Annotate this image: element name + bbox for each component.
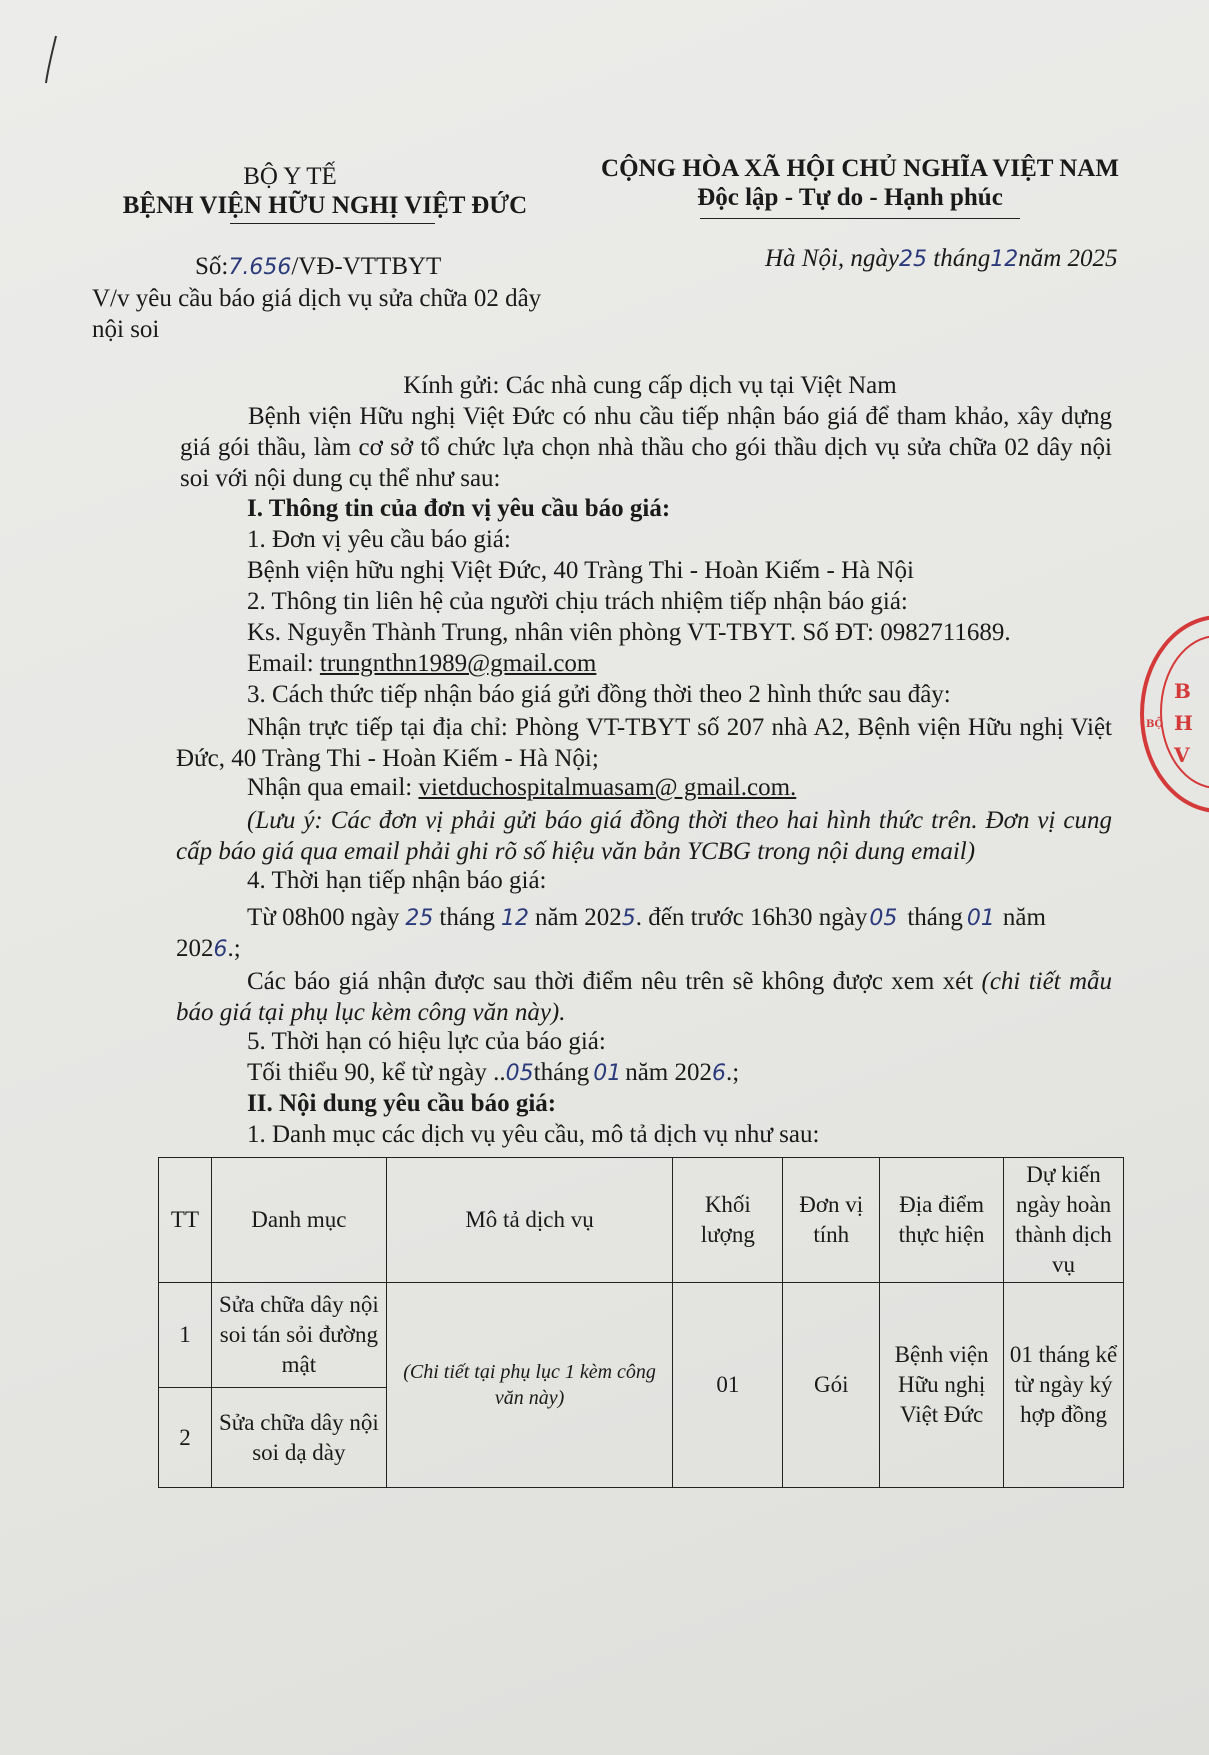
motto: Độc lập - Tự do - Hạnh phúc [697,184,1003,211]
table-row [159,1283,1124,1388]
deadline-year-2: 6 [213,937,228,962]
row-2-item: Sửa chữa dây nội soi dạ dày [211,1388,386,1488]
date-month: 12 [990,247,1019,272]
validity-line [247,1059,739,1087]
s1-item-5: 5. Thời hạn có hiệu lực của báo giá: [247,1028,606,1055]
issue-date [765,245,1118,273]
section-1-title: I. Thông tin của đơn vị yêu cầu báo giá: [247,495,671,522]
deadline-end: .; [227,935,241,962]
deadline-day-1: 25 [405,906,434,931]
deadline-line [247,904,1046,932]
late-notice-text: Các báo giá nhận được sau thời điểm nêu trên sẽ không được xem xét [247,968,974,995]
country-name: CỘNG HÒA XÃ HỘI CHỦ NGHĨA VIỆT NAM [601,155,1119,182]
subject-line-1: V/v yêu cầu báo giá dịch vụ sửa chữa 02 dây [92,285,542,312]
subject-line-2: nội soi [92,316,160,343]
deadline-until-label: . đến trước 16h30 ngày [635,904,868,931]
validity-month: 01 [593,1061,622,1086]
deadline-day-2: 05 [869,906,898,931]
s1-item-2-value: Ks. Nguyễn Thành Trung, nhân viên phòng VT-TBYT. Số ĐT: 0982711689. [247,619,1011,646]
header-location: Địa điểm thực hiện [880,1158,1004,1283]
deadline-month-2: 01 [966,906,995,931]
late-notice [176,966,1112,1028]
doc-number [195,253,441,281]
doc-number-prefix: Số: [195,253,229,280]
validity-year-prefix: năm 202 [625,1059,712,1086]
ministry-name: BỘ Y TẾ [243,163,337,190]
hospital-underline [230,223,435,224]
email-line [247,650,596,678]
date-prefix: Hà Nội, ngày [765,245,900,272]
pen-mark-icon [38,28,78,88]
s1-item-3-email [247,774,796,802]
s2-item-1: 1. Danh mục các dịch vụ yêu cầu, mô tả dịch vụ như sau: [247,1121,820,1148]
deadline-year-1: 5 [621,906,636,931]
s1-item-1: 1. Đơn vị yêu cầu báo giá: [247,526,511,553]
table-header-row [159,1158,1124,1283]
validity-from-label: Tối thiểu 90, kể từ ngày .. [247,1059,506,1086]
header-completion: Dự kiến ngày hoàn thành dịch vụ [1004,1158,1124,1283]
receive-email-link[interactable]: vietduchospitalmuasam@ gmail.com. [418,774,797,801]
date-month-label: tháng [933,245,991,272]
deadline-month-1: 12 [500,906,529,931]
header-tt: TT [159,1158,212,1283]
header-quantity: Khối lượng [673,1158,783,1283]
date-year: năm 2025 [1018,245,1118,272]
doc-number-suffix: /VĐ-VTTBYT [291,253,442,280]
hospital-name: BỆNH VIỆN HỮU NGHỊ VIỆT ĐỨC [122,192,528,219]
doc-number-handwritten: 7.656 [228,255,292,280]
date-day: 25 [899,247,928,272]
header-description: Mô tả dịch vụ [386,1158,673,1283]
s1-item-1-value: Bệnh viện hữu nghị Việt Đức, 40 Tràng Thi - Hoàn Kiếm - Hà Nội [247,557,914,584]
services-table [158,1157,1124,1488]
email-link[interactable]: trungnthn1989@gmail.com [319,650,597,677]
shared-unit: Gói [783,1283,880,1488]
row-1-item: Sửa chữa dây nội soi tán sỏi đường mật [211,1283,386,1388]
s1-item-4: 4. Thời hạn tiếp nhận báo giá: [247,867,547,894]
intro-paragraph: Bệnh viện Hữu nghị Việt Đức có nhu cầu tiếp nhận báo giá để tham khảo, xây dựng giá gói thầu, làm cơ sở tổ chức lựa chọn nhà thầu cho gói thầu dịch vụ sửa chữa 02 dây nội soi với nội dung cụ thể như sau: [180,403,1112,492]
validity-day: 05 [505,1061,534,1086]
note-paragraph: (Lưu ý: Các đơn vị phải gửi báo giá đồng thời theo hai hình thức trên. Đơn vị cung cấp báo giá qua email phải ghi rõ số hiệu văn bản YCBG trong nội dung email) [176,807,1112,865]
motto-underline [700,218,1020,219]
recipient: Kính gửi: Các nhà cung cấp dịch vụ tại Việt Nam [403,372,897,399]
receive-email-label: Nhận qua email: [247,774,413,801]
validity-end: .; [726,1059,740,1086]
deadline-year-prefix-1: năm 202 [534,904,622,931]
shared-description: (Chi tiết tại phụ lục 1 kèm công văn này) [386,1283,673,1488]
shared-quantity: 01 [673,1283,783,1488]
deadline-month-label-1: tháng [439,904,495,931]
header-unit: Đơn vị tính [783,1158,880,1283]
validity-year: 6 [712,1061,726,1086]
section-2-title: II. Nội dung yêu cầu báo giá: [247,1090,557,1117]
deadline-year-prefix-2: 202 [176,935,214,962]
s1-item-3: 3. Cách thức tiếp nhận báo giá gửi đồng thời theo 2 hình thức sau đây: [247,681,951,708]
deadline-from-label: Từ 08h00 ngày [247,904,400,931]
red-seal-icon: B H V BỘ [1140,615,1209,813]
header-category: Danh mục [211,1158,386,1283]
s1-item-2: 2. Thông tin liên hệ của người chịu trách nhiệm tiếp nhận báo giá: [247,588,908,615]
shared-completion: 01 tháng kể từ ngày ký hợp đồng [1004,1283,1124,1488]
row-2-tt: 2 [159,1388,212,1488]
row-1-tt: 1 [159,1283,212,1388]
shared-location: Bệnh viện Hữu nghị Việt Đức [880,1283,1004,1488]
validity-month-label: tháng [533,1059,590,1086]
deadline-month-label-2: tháng [907,904,963,931]
s1-item-3-direct: Nhận trực tiếp tại địa chỉ: Phòng VT-TBYT số 207 nhà A2, Bệnh viện Hữu nghị Việt Đức, 40 Tràng Thi - Hoàn Kiếm - Hà Nội; [176,714,1112,772]
deadline-year-label-2: năm [1002,904,1046,931]
deadline-line-2 [176,935,241,963]
late-notice-italic: (chi tiết mẫu báo giá tại phụ lục kèm công văn này). [176,968,1113,1026]
email-label: Email: [247,650,314,677]
